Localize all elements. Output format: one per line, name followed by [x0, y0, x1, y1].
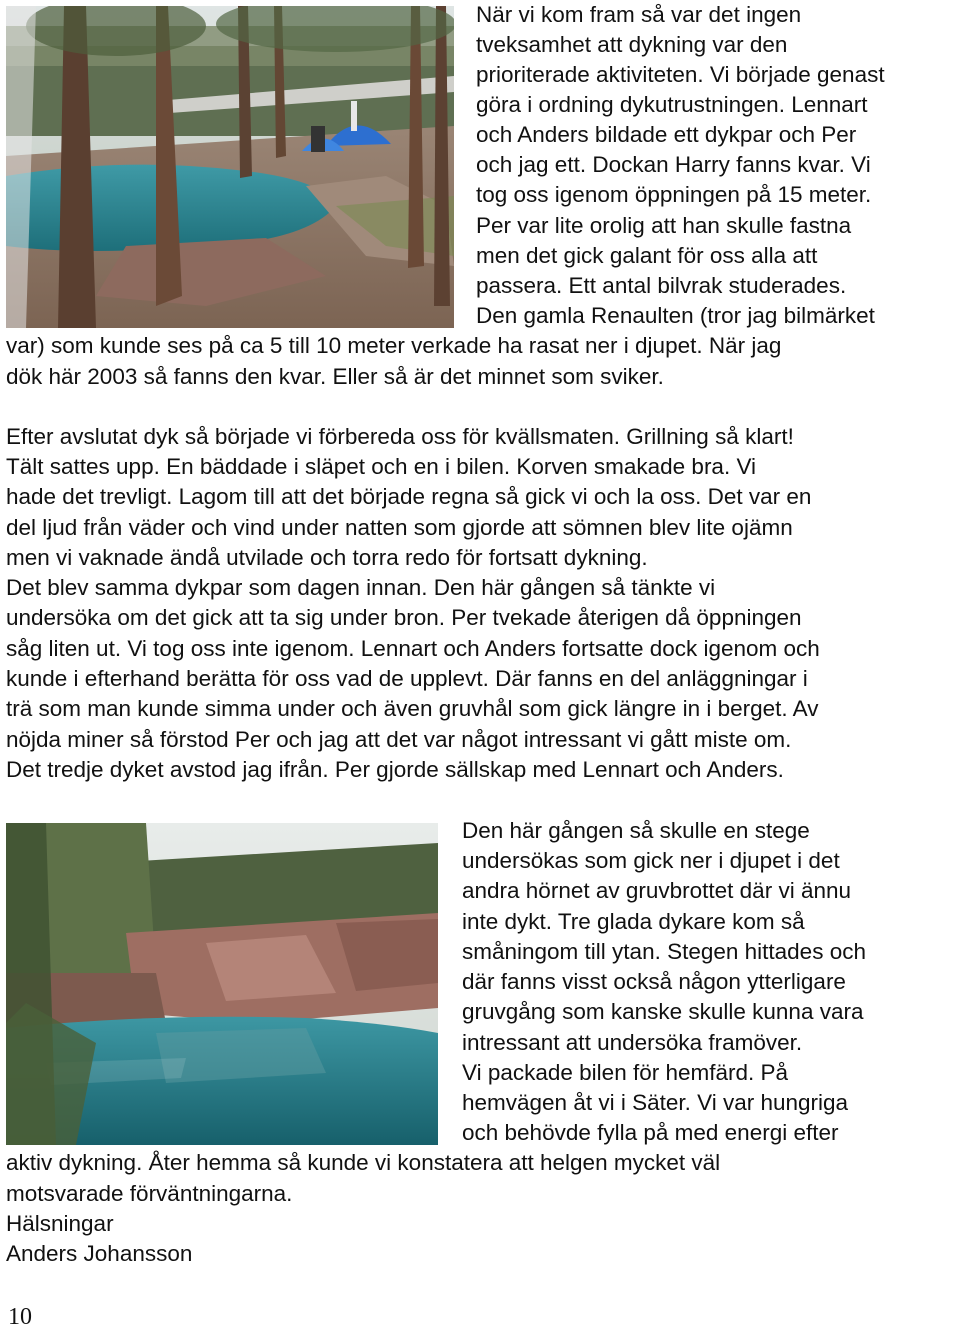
text-line: Efter avslutat dyk så började vi förbereda oss för kvällsmaten. Grillning så klart! [6, 424, 794, 449]
text-line: hade det trevligt. Lagom till att det började regna så gick vi och la oss. Det var en [6, 484, 812, 509]
text-line: intressant att undersöka framöver. [462, 1030, 803, 1055]
text-line: Den gamla Renaulten (tror jag bilmärket [476, 303, 875, 328]
text-line: gruvgång som kanske skulle kunna vara [462, 999, 864, 1024]
page-number: 10 [8, 1304, 32, 1330]
text-line: tveksamhet att dykning var den [476, 32, 788, 57]
text-line: passera. Ett antal bilvrak studerades. [476, 273, 847, 298]
text-line: trä som man kunde simma under och även gruvhål som gick längre in i berget. Av [6, 696, 819, 721]
text-line: kunde i efterhand berätta för oss vad de upplevt. Där fanns en del anläggningar i [6, 666, 808, 691]
text-line: aktiv dykning. Åter hemma så kunde vi konstatera att helgen mycket väl [6, 1150, 721, 1175]
text-line: tog oss igenom öppningen på 15 meter. [476, 182, 872, 207]
text-line: prioriterade aktiviteten. Vi började genast [476, 62, 885, 87]
closing-greeting: Hälsningar [6, 1211, 114, 1236]
text-line: men vi vaknade ändå utvilade och torra redo för fortsatt dykning. [6, 545, 648, 570]
text-line: men det gick galant för oss alla att [476, 243, 818, 268]
text-line: När vi kom fram så var det ingen [476, 2, 802, 27]
text-line: motsvarade förväntningarna. [6, 1181, 293, 1206]
text-line: och behövde fylla på med energi efter [462, 1120, 839, 1145]
text-line: dök här 2003 så fanns den kvar. Eller så är det minnet som sviker. [6, 364, 664, 389]
author-signature: Anders Johansson [6, 1241, 193, 1266]
text-line: undersökas som gick ner i djupet i det [462, 848, 840, 873]
text-line: och Anders bildade ett dykpar och Per [476, 122, 857, 147]
text-line: Den här gången så skulle en stege [462, 818, 810, 843]
text-line: Det tredje dyket avstod jag ifrån. Per gjorde sällskap med Lennart och Anders. [6, 757, 784, 782]
text-line: Tält sattes upp. En bäddade i släpet och en i bilen. Korven smakade bra. Vi [6, 454, 757, 479]
text-line: undersöka om det gick att ta sig under bron. Per tvekade återigen då öppningen [6, 605, 802, 630]
text-line: Det blev samma dykpar som dagen innan. Den här gången så tänkte vi [6, 575, 716, 600]
text-line: del ljud från väder och vind under natten som gjorde att sömnen blev lite ojämn [6, 515, 793, 540]
text-line: och jag ett. Dockan Harry fanns kvar. Vi [476, 152, 871, 177]
text-line: andra hörnet av gruvbrottet där vi ännu [462, 878, 851, 903]
text-line: nöjda miner så förstod Per och jag att det var något intressant vi gått miste om. [6, 727, 792, 752]
campsite-lake-photo-icon [6, 6, 454, 328]
text-line: Vi packade bilen för hemfärd. På [462, 1060, 789, 1085]
text-line: där fanns visst också någon ytterligare [462, 969, 846, 994]
text-line: Per var lite orolig att han skulle fastna [476, 213, 852, 238]
text-line: småningom till ytan. Stegen hittades och [462, 939, 866, 964]
text-line: inte dykt. Tre glada dykare kom så [462, 909, 805, 934]
quarry-lake-photo-icon [6, 823, 438, 1145]
text-line: var) som kunde ses på ca 5 till 10 meter verkade ha rasat ner i djupet. När jag [6, 333, 782, 358]
text-line: såg liten ut. Vi tog oss inte igenom. Lennart och Anders fortsatte dock igenom och [6, 636, 820, 661]
text-line: göra i ordning dykutrustningen. Lennart [476, 92, 868, 117]
text-line: hemvägen åt vi i Säter. Vi var hungriga [462, 1090, 849, 1115]
